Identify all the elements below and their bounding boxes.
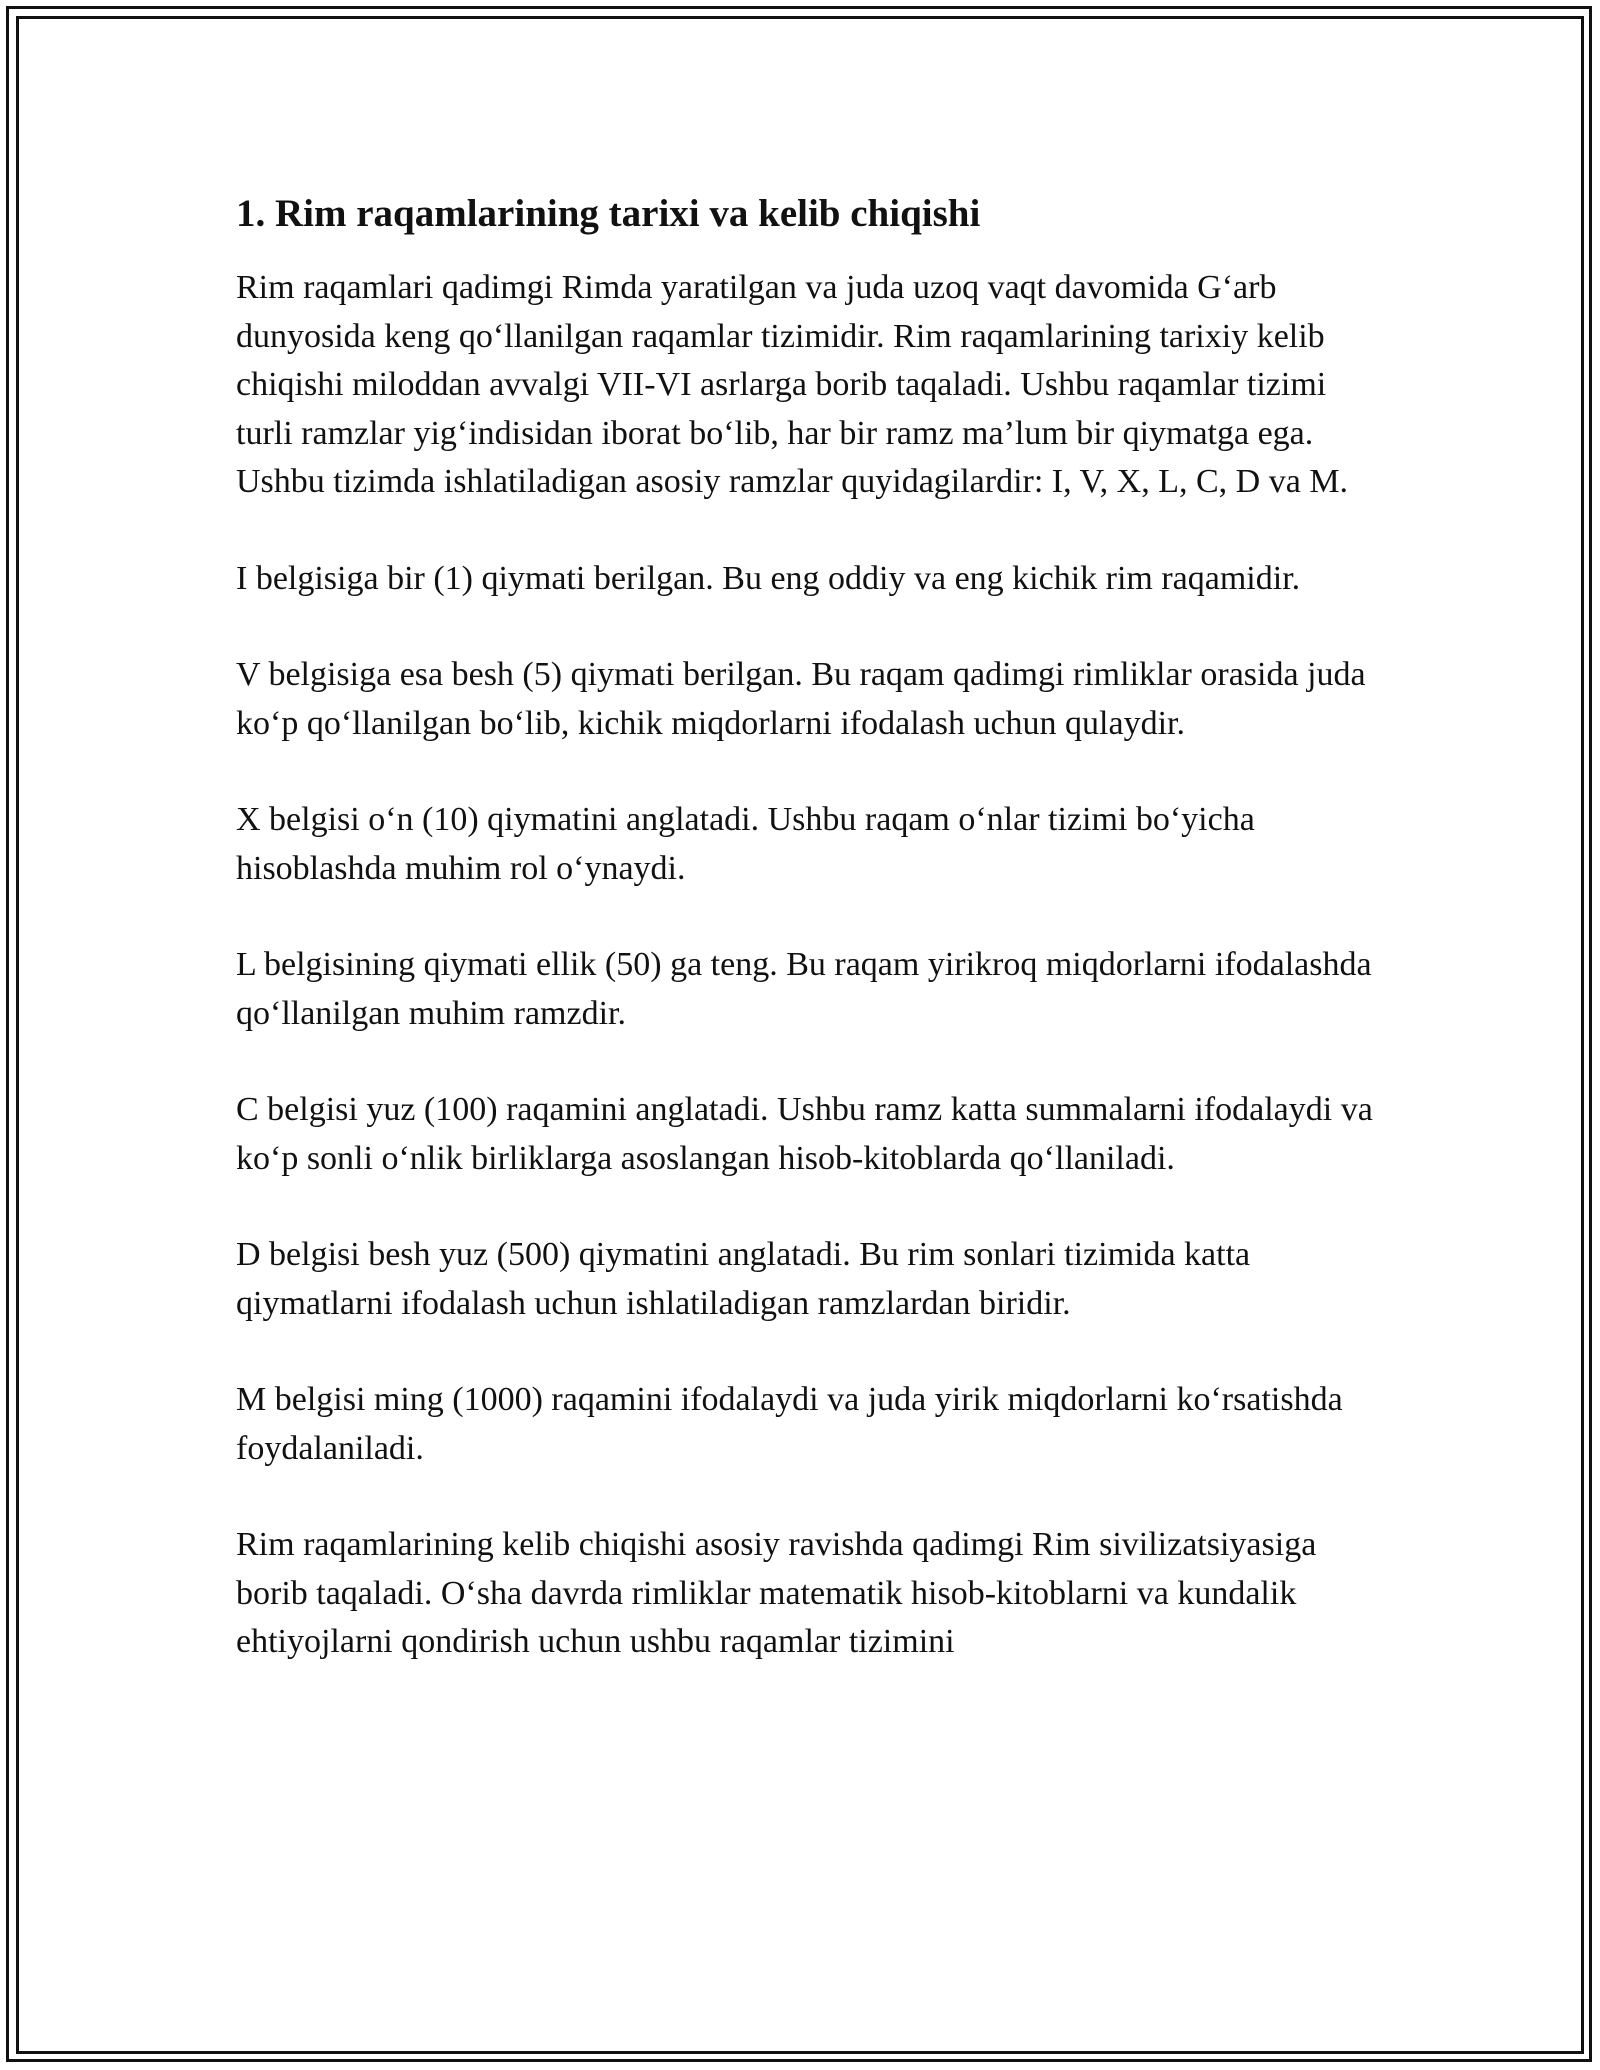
document-body: [236, 188, 1376, 1715]
paragraph-symbol-c: C belgisi yuz (100) raqamini anglatadi. Ushbu ramz katta summalarni ifodalaydi va ko‘p sonli o‘nlik birliklarga asoslangan hisob-kitoblarda qo‘llaniladi.: [236, 1091, 1373, 1177]
paragraph-symbol-l: L belgisining qiymati ellik (50) ga teng. Bu raqam yirikroq miqdorlarni ifodalashda qo‘llanilgan muhim ramzdir.: [236, 946, 1372, 1032]
paragraph-symbol-i: I belgisiga bir (1) qiymati berilgan. Bu eng oddiy va eng kichik rim raqamidir.: [236, 559, 1301, 597]
paragraph-symbol-d: D belgisi besh yuz (500) qiymatini anglatadi. Bu rim sonlari tizimida katta qiymatlarni ifodalash uchun ishlatiladigan ramzlardan biridir.: [236, 1236, 1251, 1322]
paragraph-origin: Rim raqamlarining kelib chiqishi asosiy ravishda qadimgi Rim sivilizatsiyasiga borib taqaladi. O‘sha davrda rimliklar matematik hisob-kitoblarni va kundalik ehtiyojlarni qondirish uchun ushbu raqamlar tizimini: [236, 1526, 1317, 1660]
paragraph-symbol-v: V belgisiga esa besh (5) qiymati berilgan. Bu raqam qadimgi rimliklar orasida juda ko‘p qo‘llanilgan bo‘lib, kichik miqdorlarni ifodalash uchun qulaydir.: [236, 656, 1366, 742]
paragraph-intro: Rim raqamlari qadimgi Rimda yaratilgan va juda uzoq vaqt davomida G‘arb dunyosida keng qo‘llanilgan raqamlar tizimidir. Rim raqamlarining tarixiy kelib chiqishi miloddan avvalgi VII-VI asrlarga borib taqaladi. Ushbu raqamlar tizimi turli ramzlar yig‘indisidan iborat bo‘lib, har bir ramz ma’lum bir qiymatga ega. Ushbu tizimda ishlatiladigan asosiy ramzlar quyidagilardir: I, V, X, L, C, D va M.: [236, 269, 1349, 500]
section-heading: 1. Rim raqamlarining tarixi va kelib chiqishi: [236, 192, 981, 235]
paragraph-symbol-m: M belgisi ming (1000) raqamini ifodalaydi va juda yirik miqdorlarni ko‘rsatishda foydalaniladi.: [236, 1381, 1343, 1467]
paragraph-symbol-x: X belgisi o‘n (10) qiymatini anglatadi. Ushbu raqam o‘nlar tizimi bo‘yicha hisoblashda muhim rol o‘ynaydi.: [236, 801, 1255, 887]
